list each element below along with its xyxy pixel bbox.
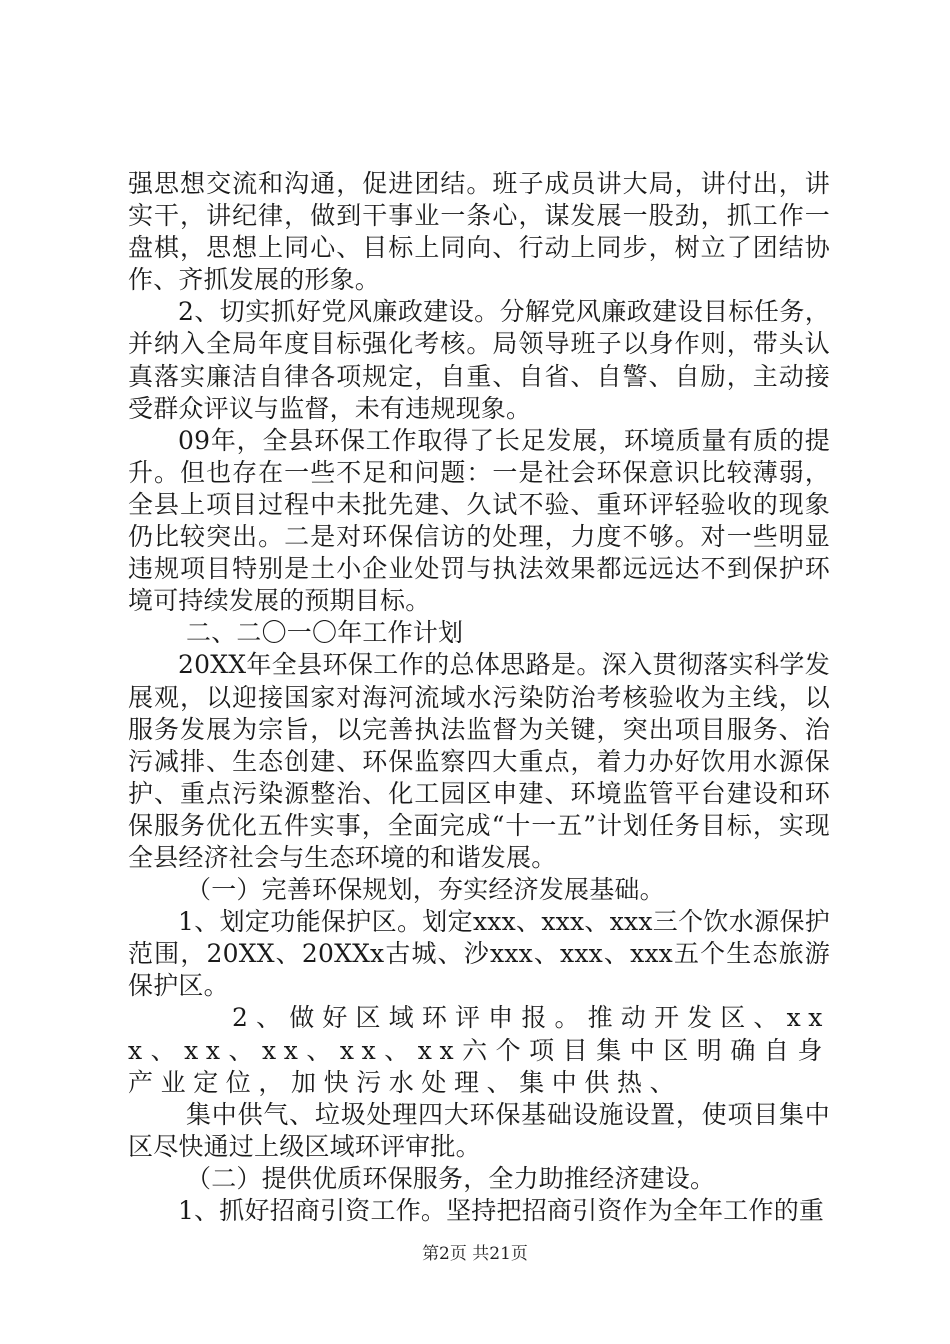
paragraph-summary-problems: 09年，全县环保工作取得了长足发展，环境质量有质的提升。但也存在一些不足和问题：一是社会环保意识比较薄弱，全县上项目过程中未批先建、久试不验、重环评轻验收的现象仍比较突出。二是对环保信访的处理，力度不够。对一些明显违规项目特别是土小企业处罚与执法效果都远远达不到保护环境可持续发展的预期目标。 [128,425,830,616]
paragraph-protection-zones: 1、划定功能保护区。划定xxx、xxx、xxx三个饮水源保护范围，20XX、20XXx古城、沙xxx、xxx、xxx五个生态旅游保护区。 [128,907,830,1001]
document-body [128,168,830,1227]
paragraph-investment: 1、抓好招商引资工作。坚持把招商引资作为全年工作的重 [178,1196,825,1225]
paragraph-regional-eia: 2、做好区域环评申报。推动开发区、xxx、xx、xx、xx、xx六个项目集中区明确自身产业定位，加快污水处理、集中供热、 [128,1003,830,1097]
subsection-heading-services: （二）提供优质环保服务，全力助推经济建设。 [186,1163,716,1193]
page-number-footer: 第2页 共21页 [422,1244,528,1264]
paragraph-continuation: 强思想交流和沟通，促进团结。班子成员讲大局，讲付出，讲实干，讲纪律，做到干事业一条心，谋发展一股劲，抓工作一盘棋，思想上同心、目标上同向、行动上同步，树立了团结协作、齐抓发展的形象。 [128,169,830,295]
paragraph-party-conduct: 2、切实抓好党风廉政建设。分解党风廉政建设目标任务，并纳入全局年度目标强化考核。局领导班子以身作则，带头认真落实廉洁自律各项规定，自重、自省、自警、自励，主动接受群众评议与监督，未有违规现象。 [128,297,830,423]
paragraph-overall-approach: 20XX年全县环保工作的总体思路是。深入贯彻落实科学发展观，以迎接国家对海河流域水污染防治考核验收为主线，以服务发展为宗旨，以完善执法监督为关键，突出项目服务、治污减排、生态创建、环保监察四大重点，着力办好饮用水源保护、重点污染源整治、化工园区申建、环境监管平台建设和环保服务优化五件实事，全面完成“十一五”计划任务目标，实现全县经济社会与生态环境的和谐发展。 [128,650,830,872]
paragraph-infrastructure: 集中供气、垃圾处理四大环保基础设施设置，使项目集中区尽快通过上级区域环评审批。 [128,1099,830,1161]
section-heading-work-plan: 二、二〇一〇年工作计划 [186,618,464,648]
subsection-heading-planning: （一）完善环保规划，夯实经济发展基础。 [186,875,665,905]
